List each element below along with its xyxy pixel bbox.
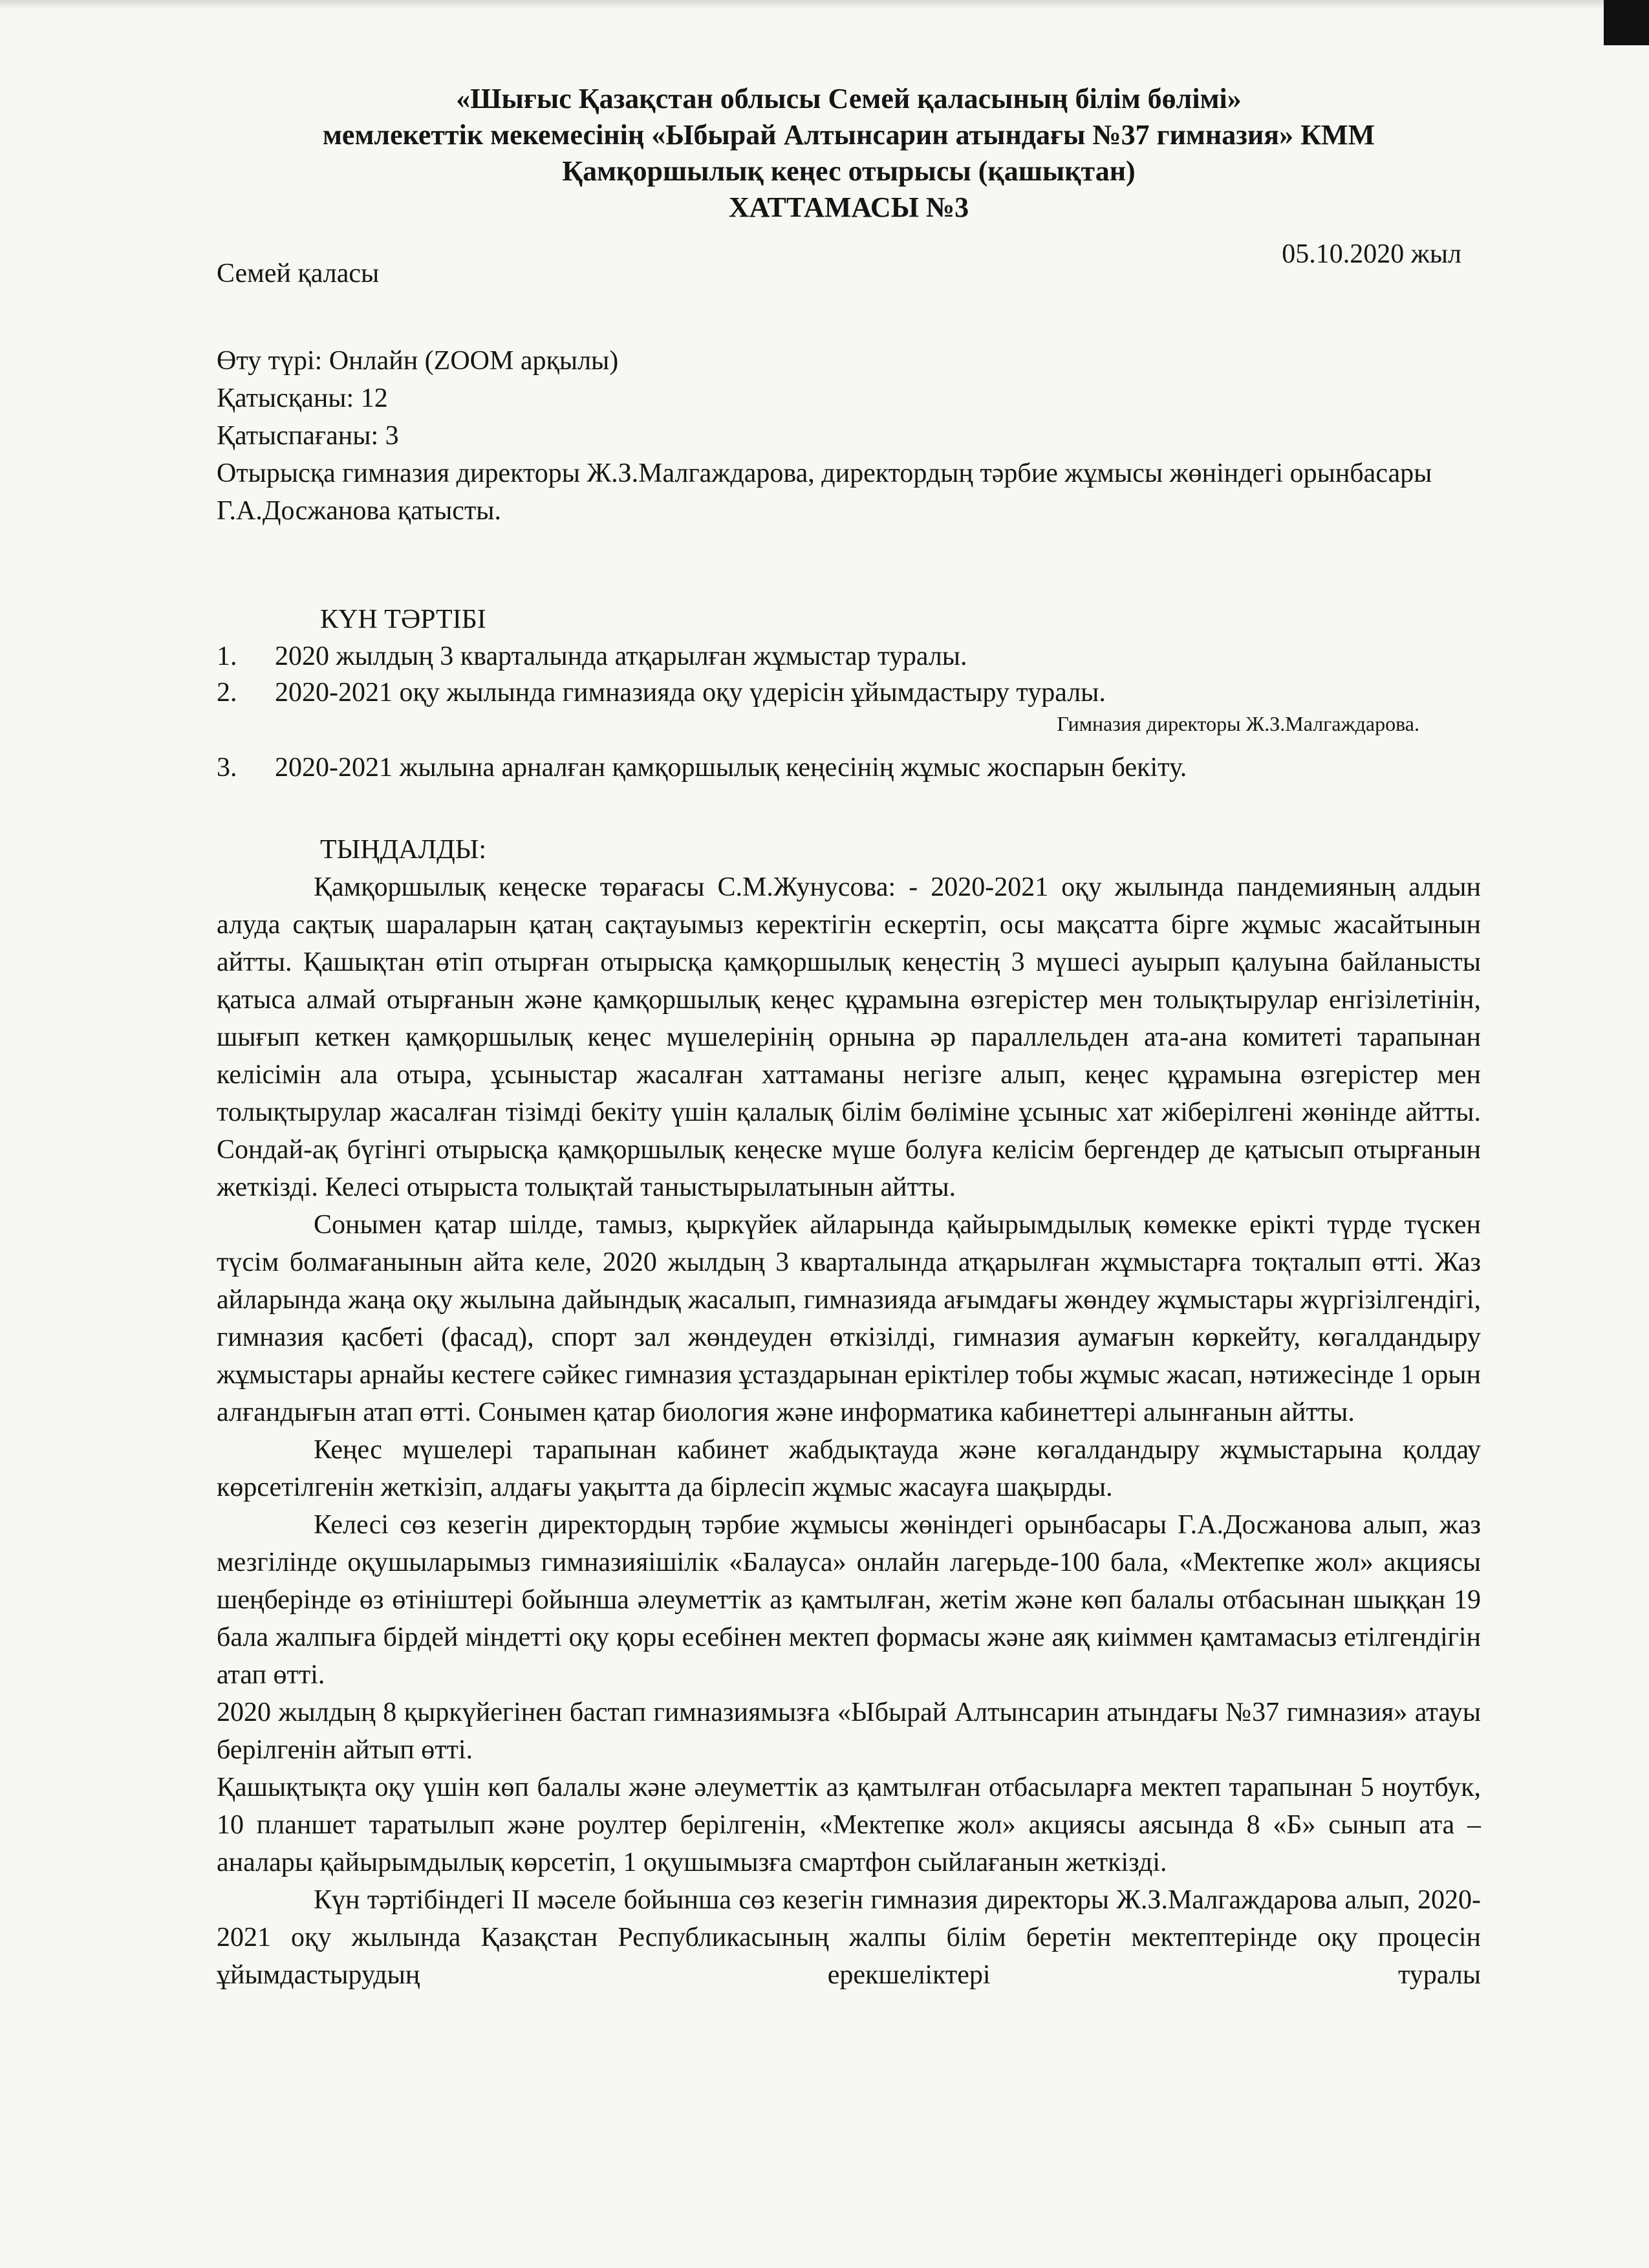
agenda-item [217,638,1481,675]
document-date: 05.10.2020 жыл [1282,239,1461,269]
meeting-format: Өту түрі: Онлайн (ZOOM арқылы) [217,346,619,376]
meeting-guests: Отырысқа гимназия директоры Ж.З.Малгаждарова, директордың тәрбие жұмысы жөніндегі орынбасары Г.А.Досжанова қатысты. [217,459,1432,526]
document-header [217,81,1481,226]
meeting-attended: Қатысқаны: 12 [217,383,388,413]
meeting-absent: Қатыспағаны: 3 [217,421,399,451]
agenda-item-text: 2020 жылдың 3 кварталында атқарылған жұмыстар туралы. [275,642,967,671]
agenda-title: КҮН ТӘРТІБІ [320,605,486,634]
paragraph: Сонымен қатар шілде, тамыз, қыркүйек айларында қайырымдылық көмекке ерікті түрде түскен түсім болмағанынын айта келе, 2020 жылдың 3 кварталында атқарылған жұмыстарға тоқталып өтті. Жаз айларында жаңа оқу жылына дайындық жасалып, гимназияда ағымдағы жөндеу жұмыстары жүргізілгендігі, гимназия қасбеті (фасад), спорт зал жөндеуден өткізілді, гимназия аумағын көркейту, көгалдандыру жұмыстары арнайы кестеге сәйкес гимназия ұстаздарынан еріктілер тобы жұмыс жасап, нәтижесінде 1 орын алғандығын атап өтті. Сонымен қатар биология және информатика кабинеттері алынғанын айтты. [217,1210,1481,1427]
header-line-3: Қамқоршылық кеңес отырысы (қашықтан) [562,155,1136,187]
paragraph: 2020 жылдың 8 қыркүйегінен бастап гимназиямызға «Ыбырай Алтынсарин атындағы №37 гимназия» атауы берілгенін айтып өтті. [217,1698,1481,1765]
header-line-2: мемлекеттік мекемесінің «Ыбырай Алтынсарин атындағы №37 гимназия» КММ [322,119,1375,151]
document-city: Семей қаласы [217,259,380,288]
agenda-item-text: 2020-2021 оқу жылында гимназияда оқу үдерісін ұйымдастыру туралы. [275,678,1106,707]
agenda-item-number: 2. [217,678,237,707]
date-city-row [217,226,1481,303]
paragraph: Күн тәртібіндегі ІІ мәселе бойынша сөз кезегін гимназия директоры Ж.З.Малгаждарова алып, 2020-2021 оқу жылында Қазақстан Республикасының жалпы білім беретін мектептерінде оқу процесін ұйымдастырудың ерекшеліктері туралы [217,1885,1481,1990]
heard-title: ТЫҢДАЛДЫ: [320,835,487,865]
document-title: ХАТТАМАСЫ №3 [728,191,969,223]
agenda-item-number: 3. [217,753,237,783]
paragraph: Кеңес мүшелері тарапынан кабинет жабдықтауда және көгалдандыру жұмыстарына қолдау көрсетілгенін жеткізіп, алдағы уақытта да бірлесіп жұмыс жасауға шақырды. [217,1435,1481,1502]
paragraph: Қамқоршылық кеңеске төрағасы С.М.Жунусова: - 2020-2021 оқу жылында пандемияның алдын алуда сақтық шараларын қатаң сақтауымыз керектігін ескертіп, осы мақсатта бірге жұмыс жасайтынын айтты. Қашықтан өтіп отырған отырысқа қамқоршылық кеңестің 3 мүшесі ауырып қалуына байланысты қатыса алмай отырғанын және қамқоршылық кеңес құрамына өзгерістер мен толықтырулар енгізілетінін, шығып кеткен қамқоршылық кеңес мүшелерінің орнына әр параллельден ата-ана комитеті тарапынан келісімін ала отыра, ұсыныстар жасалған хаттаманы негізге алып, кеңес құрамына өзгерістер мен толықтырулар жасалған тізімді бекіту үшін қалалық білім бөліміне ұсыныс хат жіберілгені жөнінде айтты. Сондай-ақ бүгінгі отырысқа қамқоршылық кеңеске мүше болуға келісім бергендер де қатысып отырғанын жеткізді. Келесі отырыста толықтай таныстырылатынын айтты. [217,872,1481,1202]
heard-section [217,831,1481,1994]
agenda-item-number: 1. [217,642,237,671]
agenda-item [217,675,1481,711]
document-page [217,81,1481,1994]
paragraph: Келесі сөз кезегін директордың тәрбие жұмысы жөніндегі орынбасары Г.А.Досжанова алып, жаз мезгілінде оқушыларымыз гимназияішілік «Балауса» онлайн лагерьде-100 бала, «Мектепке жол» акциясы шеңберінде өз өтініштері бойынша әлеуметтік аз қамтылған, жетім және көп балалы отбасынан шыққан 19 бала жалпыға бірдей міндетті оқу қоры есебінен мектеп формасы және аяқ киіммен қамтамасыз етілгендігін атап өтті. [217,1510,1481,1690]
scan-corner-mark [1604,0,1649,45]
paragraph: Қашықтықта оқу үшін көп балалы және әлеуметтік аз қамтылған отбасыларға мектеп тарапынан 5 ноутбук, 10 планшет таратылып және роултер берілгенін, «Мектепке жол» акциясы аясында 8 «Б» сынып ата – аналары қайырымдылық көрсетіп, 1 оқушымызға смартфон сыйлағанын жеткізді. [217,1773,1481,1877]
agenda-item [217,750,1481,786]
agenda-item-text: 2020-2021 жылына арналған қамқоршылық кеңесінің жұмыс жоспарын бекіту. [275,753,1187,783]
scan-edge [0,0,1649,9]
agenda-section [217,601,1481,786]
agenda-item-note: Гимназия директоры Ж.З.Малгаждарова. [1057,712,1419,735]
meeting-info [217,342,1481,530]
header-line-1: «Шығыс Қазақстан облысы Семей қаласының білім бөлімі» [456,83,1242,114]
